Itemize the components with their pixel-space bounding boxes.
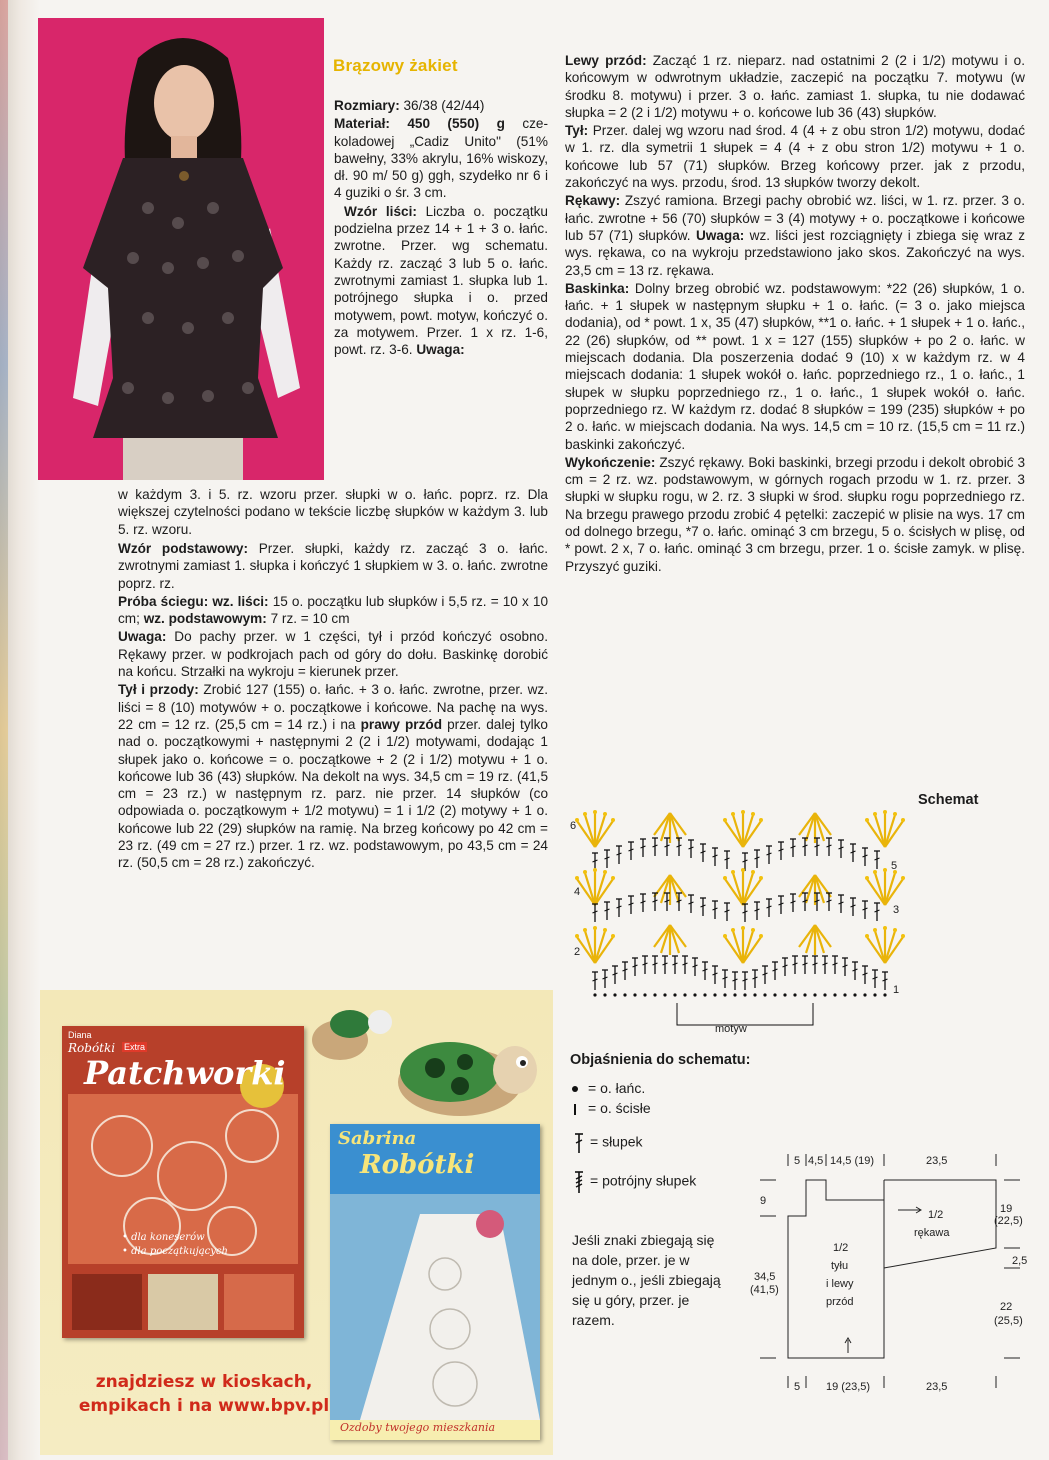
sleeve-label-1: 1/2 [928, 1209, 944, 1221]
left-column-main [118, 540, 548, 873]
prawy-przod-label: prawy przód [360, 716, 442, 732]
dim-bottom-1: 5 [794, 1381, 801, 1393]
lewy-przod-text: Zacząć 1 rz. nieparz. nad ostatnimi 2 (2 i 1/2) motywu i o. końcowym w odwrotnym układzie, zaczepić na początku 7. motywu (w środku 8. motywu) i przer. 3 o. łańc. zamiast 1. słupka, tu nie dodawać słupka = 2 (2 i 1/2) motywu + o. końcowe lub 36 (43) słupków. [565, 53, 1025, 120]
row-1: 1 [893, 984, 900, 996]
mag1-series: Robótki [68, 1041, 116, 1055]
magazine-cover-sabrina [330, 1124, 540, 1440]
dim-bottom-3: 23,5 [926, 1381, 948, 1393]
uwaga2-text: Do pachy przer. w 1 części, tył i przód kończyć osobno. Rękawy przer. w podkrojach pach od góry do dołu. Baskinkę dorobić na końcu. Strzałki na wykroju = kierunek przer. [118, 629, 549, 680]
wzor-lisci-label: Wzór liści: [344, 203, 417, 219]
motyw-label: motyw [715, 1023, 747, 1035]
left-column-bottom [118, 486, 548, 539]
turtle-toys-image [300, 1000, 550, 1125]
chain-stitch-icon [572, 1086, 578, 1092]
legend-chain [572, 1080, 645, 1096]
legend-item-sc: = o. ścisłe [588, 1100, 651, 1116]
mag1-brand: Diana [68, 1030, 92, 1040]
mag1-sub1: • dla koneserów [122, 1232, 205, 1243]
uwaga3-label: Uwaga: [695, 227, 745, 243]
uwaga3-text: wz. liści jest rozciągnięty i zbiega się wraz z wys. rękawa, co na wykroju przedstawiono jako skos. Zakończyć na wys. 23,5 cm = 13 rz. rękawa. [565, 227, 1026, 278]
tyl-przody-text: Zrobić 127 (155) o. łańc. + 3 o. łańc. zwrotne, przer. wz. liści = 8 (10) motywów + o. początkowe i końcowe. Na pachę na wys. 22 cm = 12 rz. (25,5 cm = 14 rz.) i na [118, 682, 549, 732]
body-label-2: tyłu [831, 1260, 849, 1272]
wykonczenie-text: Zszyć rękawy. Boki baskinki, brzegi przodu i dekolt obrobić 3 cm = 2 rz. wz. podstawowym, w górnych rogach przodu w 1. rz. przer. 3 słupki w słupku rogu, w 2. rz. 3 słupki w środ. słupku rogu poprzedniego rz. Na brzegu prawego przodu zrobić 4 pętelki: zaczepić w plisie na wys. 17 cm od dolnego brzegu, *7 o. łańc. ominąć 3 cm brzegu, 5 o. ścisłych w plisę, od * powt. 2 x, 7 o. łańc. ominąć 3 cm brzegu, przer. 1 o. ścisłe zamyk. w plisę. Przyszyć guziki. [565, 454, 1026, 574]
wzor-lisci-text: Liczba o. początku podzielna przez 14 + 1 + 3 o. łańc. zwrotne. Przer. wg schematu. Każdy rz. zacząć 3 lub 5 o. łańc. zwrotnymi zamiast 1. słupka lub 1. potrójnego słupka i o. przed motywem, powt. motyw, kończyć o. za motywem. Przer. 1 x rz. 1-6, powt. rz. 3-6. [334, 203, 548, 358]
article-title: Brązowy żakiet [333, 56, 458, 75]
dim-top-3: 14,5 (19) [830, 1155, 875, 1167]
legend-tr [572, 1170, 696, 1194]
proba-text: 15 o. początku lub słupków i 5,5 rz. = 10 x 10 cm; [118, 593, 548, 627]
body-label-1: 1/2 [833, 1242, 849, 1254]
left-column-top [334, 97, 548, 359]
material-label: Materiał: 450 (550) g [334, 116, 505, 132]
crochet-chart [565, 805, 905, 1040]
mag1-sub2: • dla początkujących [122, 1246, 228, 1257]
mag1-title: Patchworki [84, 1054, 286, 1092]
dim-right-3b: (25,5) [994, 1315, 1023, 1327]
rekawy-text: Zszyć ramiona. Brzegi pachy obrobić wz. liści, w 1. rz. przer. 3 o. łańc. zwrotne + 56 (70) słupków = 3 (4) motywy + o. początkowe i końcowe lub 57 (71) słupków. [565, 193, 1025, 243]
legend-item-chain: = o. łańc. [588, 1080, 646, 1096]
double-crochet-icon [572, 1132, 586, 1154]
row-5: 5 [891, 860, 898, 872]
legend-item-tr: = potrójny słupek [590, 1172, 697, 1189]
sleeve-label-2: rękawa [914, 1227, 950, 1239]
dim-top-1: 5 [794, 1155, 801, 1167]
mag1-extra: Extra [124, 1042, 146, 1052]
tyl-text: Przer. dalej wg wzoru nad środ. 4 (4 + z obu stron 1/2) motywu, dodać w 1. rz. dla symetrii 1 słupek = 4 (4 + z obu stron 1/2) motywu + 1 o. końcowe lub 57 (71) słupków. Brzeg końcowy przer. jak z przodu, zakończyć na wys. przodu, środ. 13 słupków tworzy dekolt. [565, 123, 1025, 191]
dim-left-2: 34,5 [754, 1271, 776, 1283]
body-label-3: i lewy [826, 1278, 854, 1290]
ad-tagline-2: empikach i na www.bpv.pl [78, 1396, 330, 1416]
model-photo [38, 18, 324, 480]
lewy-przod-label: Lewy przód: [565, 53, 647, 68]
proba-label: Próba ściegu: wz. liści: [118, 593, 269, 609]
dim-right-1b: (22,5) [994, 1215, 1023, 1227]
right-column [565, 52, 1025, 576]
mag2-footer: Ozdoby twojego mieszkania [340, 1421, 496, 1434]
row-3: 3 [893, 904, 900, 916]
page-edge-strip [0, 0, 8, 1460]
tyl-label: Tył: [565, 123, 589, 139]
dim-bottom-2: 19 (23,5) [826, 1381, 871, 1393]
tyl-przody-label: Tył i przody: [118, 682, 199, 698]
wzor-podst-text: Przer. słupki, każdy rz. zacząć 3 o. łańc. zwrotnymi zamiast 1. słupka i kończyć 1 słupkiem w 3. o. łańc. zwrotne poprz. rz. [118, 541, 548, 591]
uwaga1-text: w każdym 3. i 5. rz. wzoru przer. słupki w o. łańc. poprz. rz. Dla większej czytelności podano w tekście liczbę słupków w każdym 3. lub 5. rz. wzoru. [118, 487, 548, 537]
single-crochet-icon [574, 1104, 576, 1115]
proba2-text: 7 rz. = 10 cm [270, 611, 350, 627]
rozmiary-label: Rozmiary: [334, 98, 400, 113]
tyl-przody-text-2: przer. dalej tylko nad o. początkowymi + następnymi 2 (2 i 1/2) motywami, dodając 1 słupek jako o. końcowe = o. początkowe + 2 (2 i 1/2) motywu + 1 o. końcowe lub 36 (43) słupków. Na dekolt na wys. 34,5 cm = 19 rz. (41,5 cm = 23 rz.) w następnym rz. parz. nie przer. 14 słupków (co odpowiada o. początkowym + 1/2 motywu) = 1 i 1/2 (2) motywy + 1 o. końcowe lub 22 (29) słupków na ramię. Na brzeg końcowy po 42 cm = 23 rz. (49 cm = 27 rz.) przer. 1 rz. wz. podstawowym, po 43,5 cm = 24 rz. (50,5 cm = 28 rz.) zakończyć. [118, 716, 548, 871]
dim-top-4: 23,5 [926, 1155, 948, 1167]
ad-tagline-1: znajdziesz w kioskach, [95, 1372, 313, 1392]
proba2-label: wz. podstawowym: [143, 611, 267, 627]
dim-right-2: 2,5 [1012, 1255, 1028, 1267]
uwaga2-label: Uwaga: [118, 629, 167, 645]
wzor-podst-label: Wzór podstawowy: [118, 541, 248, 556]
uwaga1-label: Uwaga: [416, 342, 465, 358]
mag2-title: Robótki [360, 1150, 475, 1180]
baskinka-label: Baskinka: [565, 280, 630, 296]
dim-left-2b: (41,5) [750, 1284, 779, 1296]
legend-sc [572, 1100, 651, 1116]
dim-left-1: 9 [760, 1195, 767, 1207]
mag2-brand: Sabrina [338, 1128, 417, 1149]
dim-right-3: 22 [1000, 1301, 1013, 1313]
schemat-title: Schemat [918, 792, 979, 808]
triple-crochet-icon [572, 1170, 586, 1194]
ad-tagline [64, 1370, 344, 1418]
rekawy-label: Rękawy: [565, 193, 621, 209]
row-2: 2 [574, 946, 581, 958]
material-value: cze-koladowej „Cadiz Unito" (51% bawełny, 33% akrylu, 16% wiskozy, dł. 90 m/ 50 g) ggh, szydełko nr 6 i 4 guziki o śr. 3 cm. [334, 116, 548, 201]
body-label-4: przód [826, 1296, 854, 1308]
wykonczenie-label: Wykończenie: [565, 454, 656, 470]
magazine-cover-patchworki [62, 1026, 304, 1338]
rozmiary-value: 36/38 (42/44) [403, 98, 485, 113]
legend-item-dc: = słupek [590, 1133, 643, 1150]
legend-note: Jeśli znaki zbiegają się na dole, przer. je w jednym o., jeśli zbiegają się u góry, przer. je razem. [572, 1232, 721, 1328]
dim-right-1: 19 [1000, 1203, 1013, 1215]
row-6: 6 [570, 820, 577, 832]
legend-title: Objaśnienia do schematu: [570, 1052, 751, 1068]
legend-dc [572, 1132, 643, 1154]
dim-top-2: 4,5 [808, 1155, 824, 1167]
baskinka-text: Dolny brzeg obrobić wz. podstawowym: *22 (26) słupków, 1 o. łańc. + 1 słupek w następnym słupku + 1 o. łańc. (= 3 o. jako miejsca dodania), od * powt. 1 x, 35 (47) słupków, **1 o. łańc. + 1 słupek + 1 o. łańc., 22 (26) słupków, od ** powt. 1 x = 127 (155) słupków + po 2 o. łańc. w miejscach dodania. Dla poszerzenia dodać 9 (10) x w każdym rz. w 4 miejscach dodania: 1 słupek wokół o. łańc. poprzedniego rz., 1 o. łańc., 1 słupek w słupku poprzedniego rz., 1 o. łańc., 1 słupek wokół o. łańc. poprzedniego rz. W każdym rz. dodać 8 słupków = 199 (235) słupków + po 2 o. łańc. w miejscach dodania. Na wys. 14,5 cm = 10 rz. (15,5 cm = 11 rz.) baskinki zakończyć. [565, 280, 1025, 452]
row-4: 4 [574, 886, 581, 898]
pattern-schematic [738, 1148, 1034, 1394]
